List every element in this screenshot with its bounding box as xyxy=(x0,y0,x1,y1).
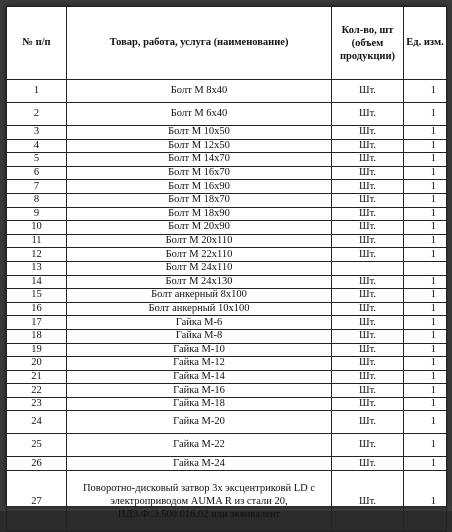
row-qty: 1 xyxy=(404,316,447,330)
row-number: 27 xyxy=(7,471,67,532)
table-row xyxy=(7,153,447,167)
row-number: 26 xyxy=(7,457,67,471)
row-qty: 1 xyxy=(404,471,447,532)
row-qty: 1 xyxy=(404,411,447,434)
row-name: Болт М 16х70 xyxy=(67,166,332,180)
row-unit: Шт. xyxy=(332,411,404,434)
row-number: 3 xyxy=(7,126,67,140)
table-row xyxy=(7,166,447,180)
row-qty: 1 xyxy=(404,434,447,457)
row-unit: Шт. xyxy=(332,126,404,140)
row-unit: Шт. xyxy=(332,248,404,262)
row-number: 8 xyxy=(7,193,67,207)
row-number: 16 xyxy=(7,302,67,316)
row-name: Болт М 18х90 xyxy=(67,207,332,221)
row-unit: Шт. xyxy=(332,103,404,126)
row-qty: 1 xyxy=(404,289,447,303)
row-qty: 1 xyxy=(404,275,447,289)
row-unit: Шт. xyxy=(332,207,404,221)
row-number: 18 xyxy=(7,329,67,343)
header-num: № п/п xyxy=(7,7,67,80)
row-name: Гайка М-20 xyxy=(67,411,332,434)
table-row xyxy=(7,275,447,289)
table-row xyxy=(7,180,447,194)
row-unit: Шт. xyxy=(332,343,404,357)
row-name: Болт М 14х70 xyxy=(67,153,332,167)
table-row xyxy=(7,384,447,398)
row-qty: 1 xyxy=(404,207,447,221)
row-unit: Шт. xyxy=(332,471,404,532)
header-qty: Кол-во, шт (объем продукции) xyxy=(332,7,404,80)
table-row xyxy=(7,139,447,153)
row-qty: 1 xyxy=(404,126,447,140)
document-sheet xyxy=(6,6,446,520)
row-name: Болт М 16х90 xyxy=(67,180,332,194)
row-number: 15 xyxy=(7,289,67,303)
row-unit: Шт. xyxy=(332,289,404,303)
row-name: Гайка М-6 xyxy=(67,316,332,330)
row-name: Гайка М-14 xyxy=(67,370,332,384)
row-number: 24 xyxy=(7,411,67,434)
row-unit: Шт. xyxy=(332,153,404,167)
row-unit: Шт. xyxy=(332,275,404,289)
row-qty: 1 xyxy=(404,103,447,126)
table-row xyxy=(7,248,447,262)
row-unit: Шт. xyxy=(332,221,404,235)
row-qty: 1 xyxy=(404,397,447,411)
row-qty: 1 xyxy=(404,302,447,316)
table-row xyxy=(7,471,447,532)
row-qty: 1 xyxy=(404,166,447,180)
row-number: 23 xyxy=(7,397,67,411)
row-unit: Шт. xyxy=(332,434,404,457)
row-unit: Шт. xyxy=(332,302,404,316)
row-number: 9 xyxy=(7,207,67,221)
table-row xyxy=(7,261,447,275)
row-name: Поворотно-дисковый затвор 3х эксцентриковй LD с электроприводом AUMA R из стали 20, ПДЗ.Ф.Э.500.016.02 или эквивалент xyxy=(67,471,332,532)
row-name: Гайка М-16 xyxy=(67,384,332,398)
table-row xyxy=(7,343,447,357)
row-number: 22 xyxy=(7,384,67,398)
header-unit: Ед. изм. xyxy=(404,7,447,80)
row-unit: Шт. xyxy=(332,80,404,103)
row-name: Болт М 20х110 xyxy=(67,234,332,248)
row-unit: Шт. xyxy=(332,329,404,343)
row-qty: 1 xyxy=(404,370,447,384)
row-name: Болт анкерный 10х100 xyxy=(67,302,332,316)
row-name: Гайка М-8 xyxy=(67,329,332,343)
row-qty: 1 xyxy=(404,329,447,343)
table-row xyxy=(7,80,447,103)
row-unit: Шт. xyxy=(332,193,404,207)
table-row xyxy=(7,126,447,140)
row-unit xyxy=(332,261,404,275)
row-number: 19 xyxy=(7,343,67,357)
table-row xyxy=(7,316,447,330)
row-number: 25 xyxy=(7,434,67,457)
table-row xyxy=(7,397,447,411)
row-unit: Шт. xyxy=(332,397,404,411)
row-name: Болт М 6х40 xyxy=(67,103,332,126)
row-qty: 1 xyxy=(404,193,447,207)
row-name: Болт М 10х50 xyxy=(67,126,332,140)
table-body xyxy=(7,80,447,532)
table-row xyxy=(7,357,447,371)
row-number: 4 xyxy=(7,139,67,153)
table-row xyxy=(7,221,447,235)
row-name: Болт М 8х40 xyxy=(67,80,332,103)
row-unit: Шт. xyxy=(332,457,404,471)
row-name: Болт М 20х90 xyxy=(67,221,332,235)
row-qty: 1 xyxy=(404,234,447,248)
table-row xyxy=(7,434,447,457)
row-name: Болт М 12х50 xyxy=(67,139,332,153)
table-row xyxy=(7,193,447,207)
row-name: Болт М 22х110 xyxy=(67,248,332,262)
row-name: Гайка М-22 xyxy=(67,434,332,457)
row-unit: Шт. xyxy=(332,370,404,384)
table-header-row xyxy=(7,7,447,80)
items-table xyxy=(6,6,447,532)
row-name: Гайка М-12 xyxy=(67,357,332,371)
row-name: Болт анкерный 8х100 xyxy=(67,289,332,303)
row-number: 21 xyxy=(7,370,67,384)
row-unit: Шт. xyxy=(332,180,404,194)
row-qty: 1 xyxy=(404,80,447,103)
row-qty xyxy=(404,261,447,275)
row-name: Болт М 18х70 xyxy=(67,193,332,207)
row-unit: Шт. xyxy=(332,316,404,330)
row-qty: 1 xyxy=(404,248,447,262)
row-qty: 1 xyxy=(404,457,447,471)
table-row xyxy=(7,329,447,343)
row-number: 12 xyxy=(7,248,67,262)
row-number: 13 xyxy=(7,261,67,275)
row-number: 17 xyxy=(7,316,67,330)
row-name: Болт М 24х130 xyxy=(67,275,332,289)
row-number: 10 xyxy=(7,221,67,235)
row-unit: Шт. xyxy=(332,357,404,371)
row-qty: 1 xyxy=(404,180,447,194)
table-row xyxy=(7,234,447,248)
row-name: Гайка М-18 xyxy=(67,397,332,411)
row-qty: 1 xyxy=(404,221,447,235)
table-row xyxy=(7,411,447,434)
row-number: 7 xyxy=(7,180,67,194)
row-number: 14 xyxy=(7,275,67,289)
row-number: 1 xyxy=(7,80,67,103)
row-name: Гайка М-24 xyxy=(67,457,332,471)
row-qty: 1 xyxy=(404,139,447,153)
row-unit: Шт. xyxy=(332,166,404,180)
header-name: Товар, работа, услуга (наименование) xyxy=(67,7,332,80)
table-row xyxy=(7,302,447,316)
table-row xyxy=(7,103,447,126)
row-name: Гайка М-10 xyxy=(67,343,332,357)
row-qty: 1 xyxy=(404,384,447,398)
row-unit: Шт. xyxy=(332,139,404,153)
row-qty: 1 xyxy=(404,343,447,357)
row-qty: 1 xyxy=(404,153,447,167)
row-number: 20 xyxy=(7,357,67,371)
row-unit: Шт. xyxy=(332,384,404,398)
table-row xyxy=(7,370,447,384)
row-number: 5 xyxy=(7,153,67,167)
row-qty: 1 xyxy=(404,357,447,371)
table-row xyxy=(7,457,447,471)
row-number: 2 xyxy=(7,103,67,126)
row-number: 6 xyxy=(7,166,67,180)
row-name: Болт М 24х110 xyxy=(67,261,332,275)
row-unit: Шт. xyxy=(332,234,404,248)
row-number: 11 xyxy=(7,234,67,248)
table-row xyxy=(7,289,447,303)
table-row xyxy=(7,207,447,221)
